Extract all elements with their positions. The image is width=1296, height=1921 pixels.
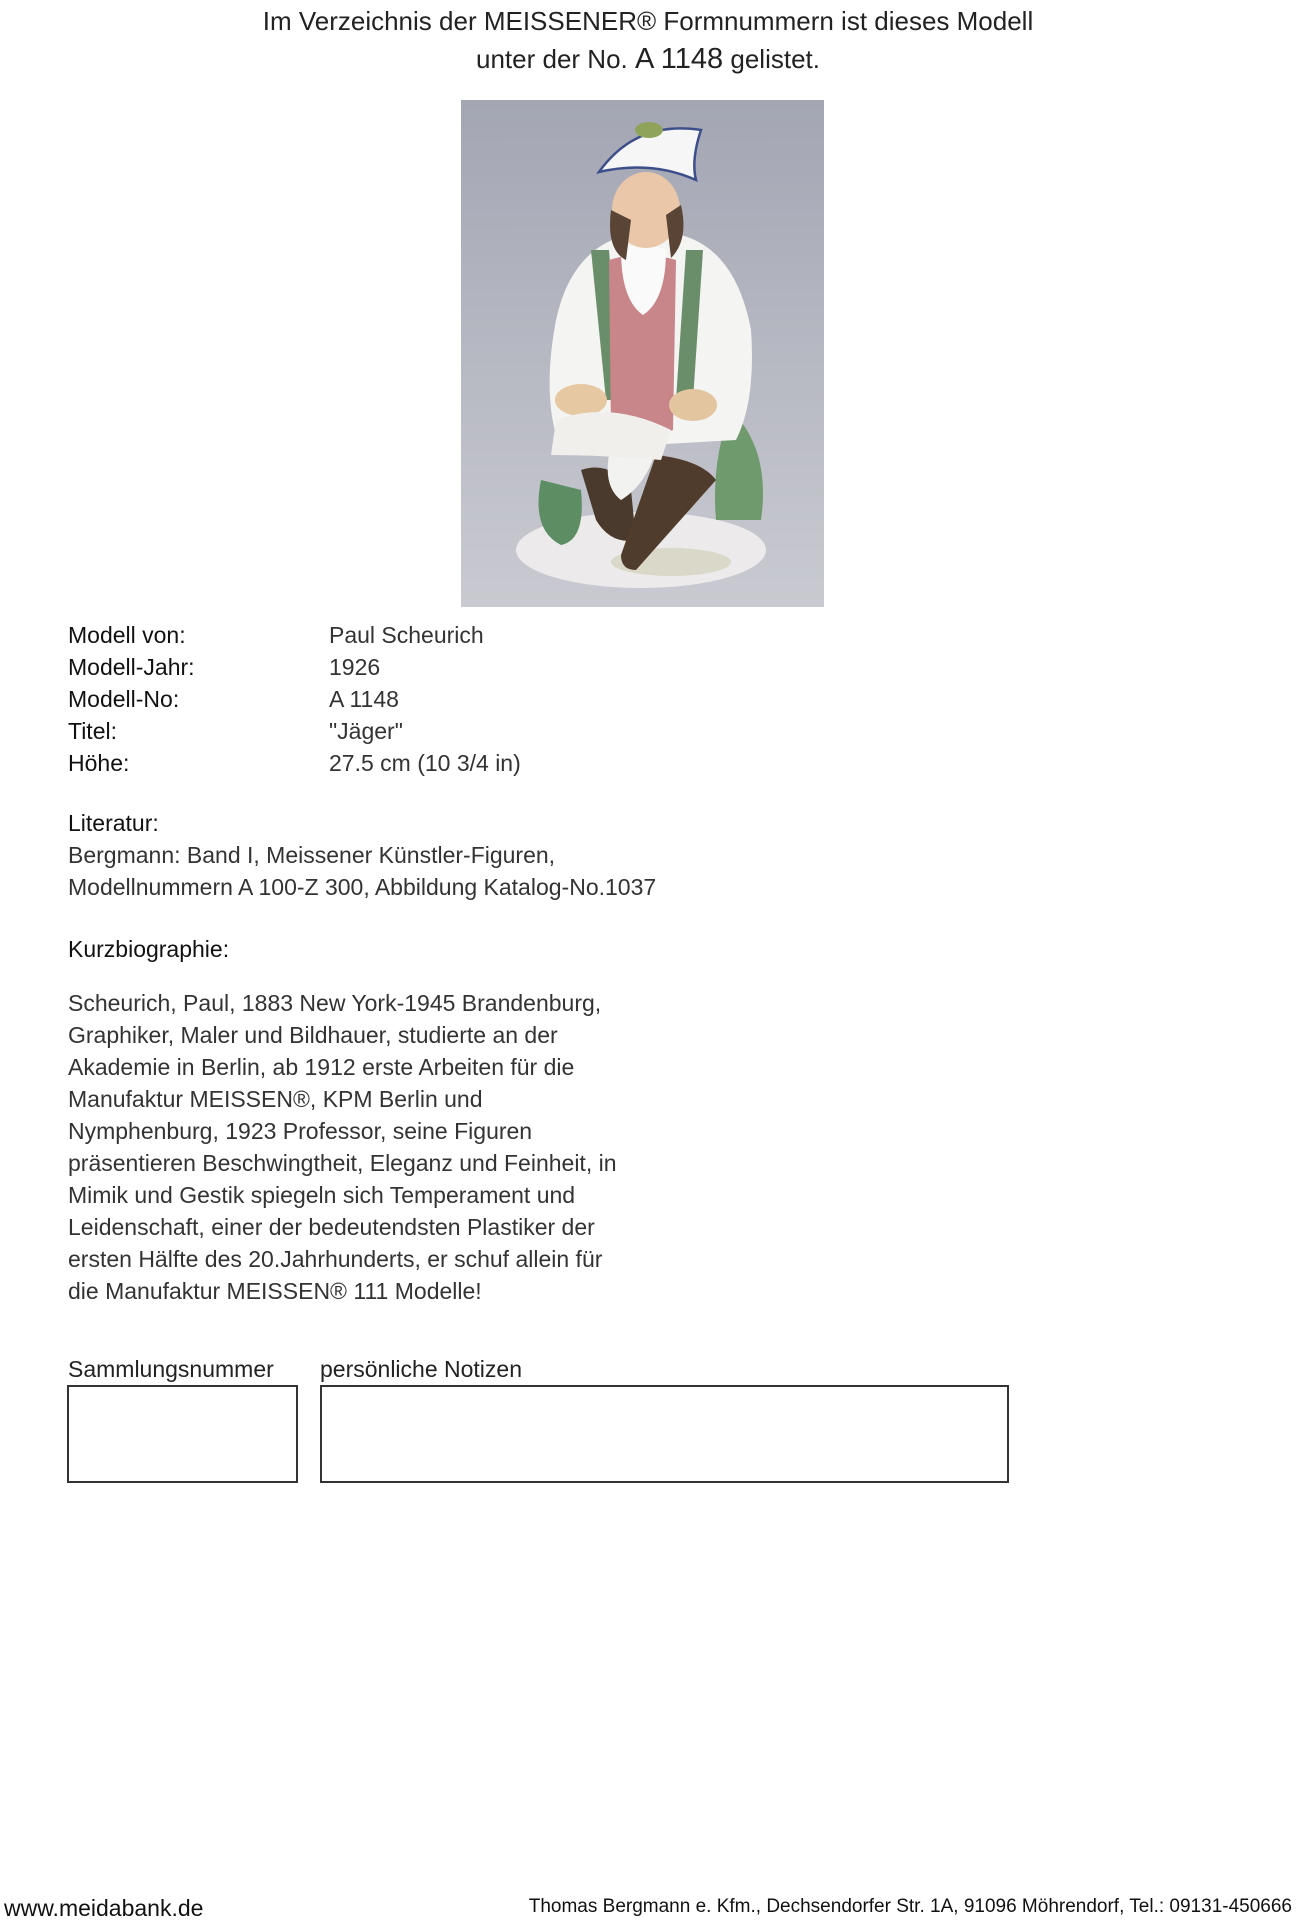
literature-heading: Literatur: — [68, 810, 159, 836]
detail-value: Paul Scheurich — [329, 622, 484, 648]
personal-notes-label: persönliche Notizen — [320, 1356, 523, 1382]
biography-line: ersten Hälfte des 20.Jahrhunderts, er schuf allein für — [68, 1246, 603, 1272]
figurine-photo — [461, 100, 824, 607]
footer-contact: Thomas Bergmann e. Kfm., Dechsendorfer Str. 1A, 91096 Möhrendorf, Tel.: 09131-450666 — [528, 1896, 1292, 1917]
footer-website[interactable]: www.meidabank.de — [4, 1895, 204, 1921]
detail-value: "Jäger" — [329, 718, 403, 744]
detail-row-titel — [68, 715, 521, 747]
header-model-number: A 1148 — [634, 43, 724, 75]
literature-section — [68, 807, 708, 903]
detail-row-modell-jahr — [68, 651, 521, 683]
biography-line: Manufaktur MEISSEN®, KPM Berlin und — [68, 1086, 483, 1112]
detail-label: Titel: — [68, 718, 117, 744]
header-line-2-suffix: gelistet. — [730, 44, 820, 74]
detail-row-modell-no — [68, 683, 521, 715]
header-line-2-prefix: unter der No. — [476, 44, 628, 74]
detail-label: Modell-Jahr: — [68, 654, 195, 680]
biography-line: Mimik und Gestik spiegeln sich Temperament und — [68, 1182, 576, 1208]
biography-line: Akademie in Berlin, ab 1912 erste Arbeiten für die — [68, 1054, 575, 1080]
detail-label: Modell-No: — [68, 686, 180, 712]
biography-line: Graphiker, Maler und Bildhauer, studierte an der — [68, 1022, 558, 1048]
biography-line: Scheurich, Paul, 1883 New York-1945 Brandenburg, — [68, 990, 602, 1016]
biography-line: Leidenschaft, einer der bedeutendsten Plastiker der — [68, 1214, 595, 1240]
biography-line: die Manufaktur MEISSEN® 111 Modelle! — [68, 1278, 482, 1304]
biography-line: präsentieren Beschwingtheit, Eleganz und Feinheit, in — [68, 1150, 617, 1176]
literature-line-2: Modellnummern A 100-Z 300, Abbildung Katalog-No.1037 — [68, 874, 657, 900]
header-line-2 — [0, 40, 1296, 78]
personal-notes-box[interactable] — [320, 1385, 1009, 1483]
detail-value: 1926 — [329, 654, 381, 680]
model-details — [68, 619, 521, 779]
biography-heading: Kurzbiographie: — [68, 936, 230, 962]
biography-text — [68, 987, 668, 1307]
detail-value: 27.5 cm (10 3/4 in) — [329, 750, 521, 776]
porcelain-figure-image — [461, 100, 824, 607]
biography-line: Nymphenburg, 1923 Professor, seine Figuren — [68, 1118, 533, 1144]
biography-heading-block — [68, 933, 229, 965]
page-header — [0, 2, 1296, 78]
header-line-1: Im Verzeichnis der MEISSENER® Formnummern ist dieses Modell — [262, 6, 1034, 36]
detail-row-modell-von — [68, 619, 521, 651]
collection-number-label: Sammlungsnummer — [68, 1356, 274, 1382]
detail-value: A 1148 — [329, 686, 399, 712]
detail-label: Modell von: — [68, 622, 186, 648]
literature-line-1: Bergmann: Band I, Meissener Künstler-Figuren, — [68, 842, 556, 868]
collection-number-box[interactable] — [67, 1385, 298, 1483]
detail-row-hoehe — [68, 747, 521, 779]
detail-label: Höhe: — [68, 750, 130, 776]
